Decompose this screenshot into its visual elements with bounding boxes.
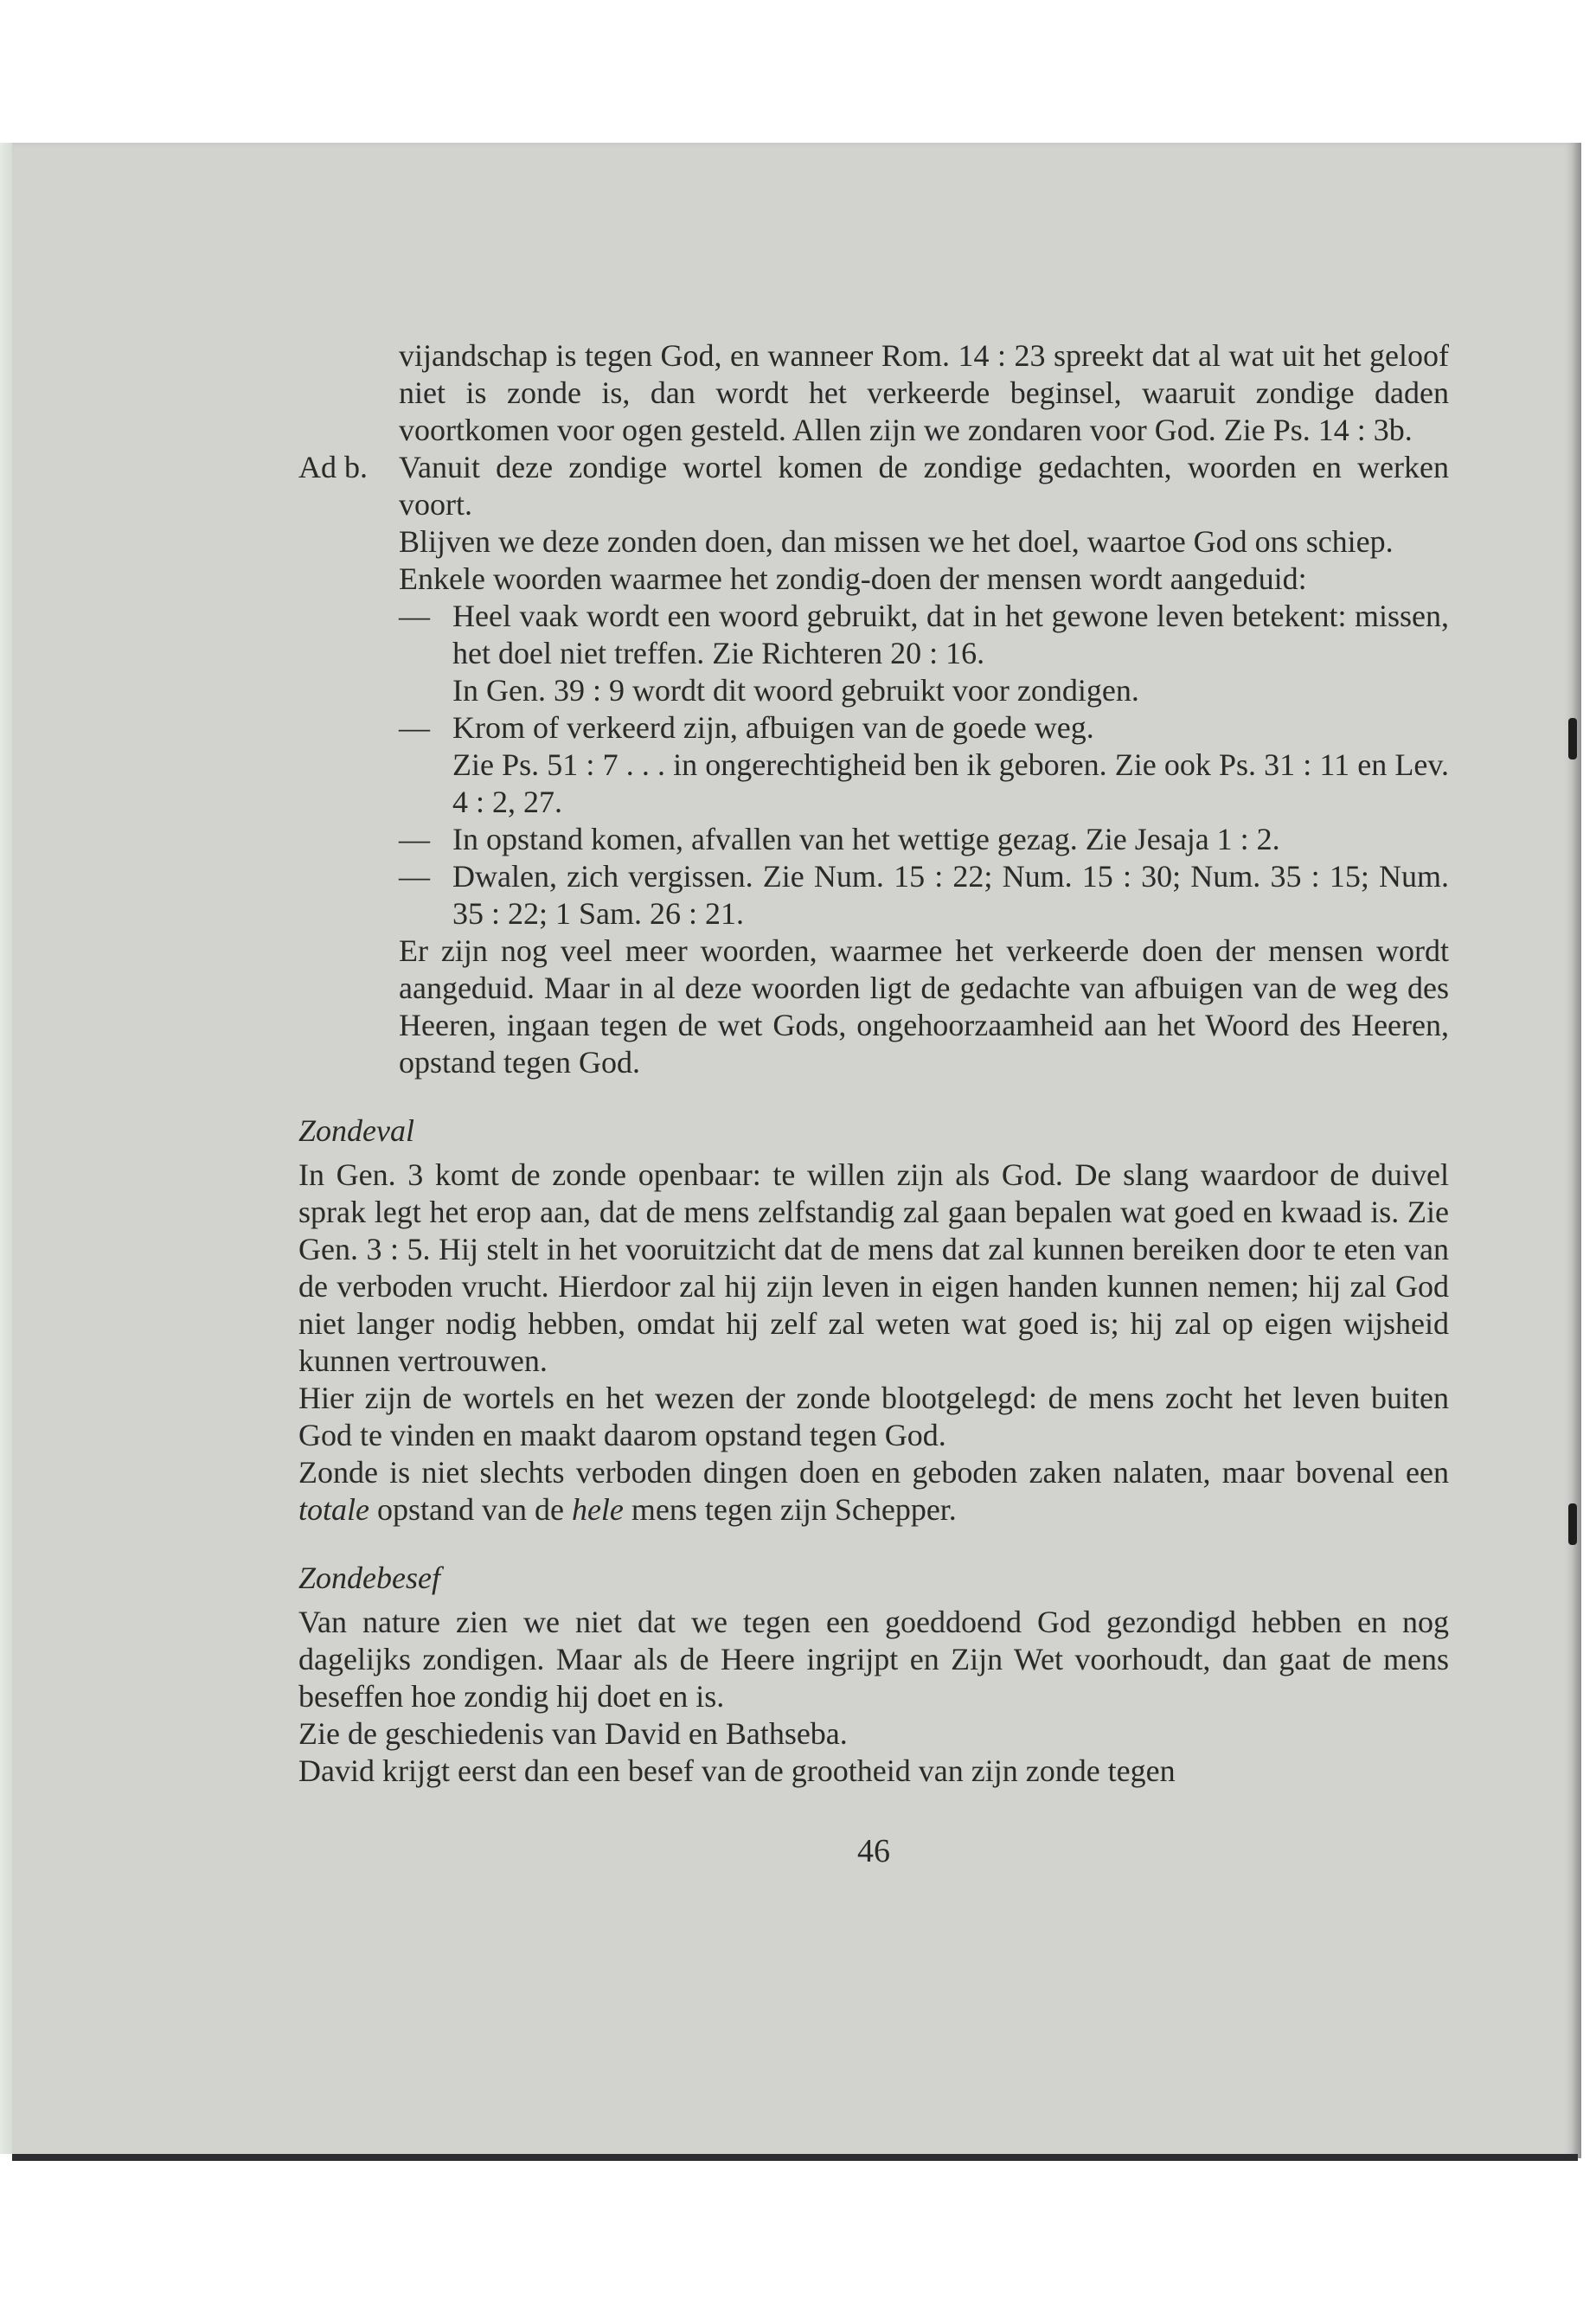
dash-item [399, 821, 1449, 858]
text-run: mens tegen zijn Schepper. [623, 1492, 957, 1527]
paragraph: vijandschap is tegen God, en wanneer Rom. 14 : 23 spreekt dat al wat uit het geloof niet is zonde is, dan wordt het verkeerde beginsel, waaruit zondige daden voortkomen voor ogen gesteld. Allen zijn we zondaren voor God. Zie Ps. 14 : 3b. [399, 338, 1449, 447]
scan-background-strip [0, 143, 12, 2154]
dash-mark: — [399, 822, 430, 856]
dash-continuation: Zie Ps. 51 : 7 . . . in ongerechtigheid ben ik geboren. Zie ook Ps. 31 : 11 en Lev. 4 : 2, 27. [452, 747, 1449, 819]
text-run: Zonde is niet slechts verboden dingen doen en geboden zaken nalaten, maar bovenal een [298, 1455, 1449, 1490]
paragraph: Zie de geschiedenis van David en Bathseba. [298, 1716, 848, 1751]
paragraph: David krijgt eerst dan een besef van de grootheid van zijn zonde tegen [298, 1753, 1176, 1788]
paragraph: Blijven we deze zonden doen, dan missen we het doel, waartoe God ons schiep. [399, 524, 1394, 559]
dash-text: In opstand komen, afvallen van het wettige gezag. Zie Jesaja 1 : 2. [452, 822, 1280, 856]
dash-mark: — [399, 710, 430, 745]
item-text: Vanuit deze zondige wortel komen de zondige gedachten, woorden en werken voort. [399, 450, 1449, 522]
dash-continuation: In Gen. 39 : 9 wordt dit woord gebruikt voor zondigen. [452, 673, 1139, 708]
paragraph: In Gen. 3 komt de zonde openbaar: te willen zijn als God. De slang waardoor de duivel sprak legt het erop aan, dat de mens zelfstandig zal gaan bepalen wat goed en kwaad is. Zie Gen. 3 : 5. Hij stelt in het vooruitzicht dat de mens dat zal kunnen bereiken door te eten van de verboden vrucht. Hierdoor zal hij zijn leven in eigen handen kunnen nemen; hij zal God niet langer nodig hebben, omdat hij zelf zal weten wat goed is; hij zal op eigen wijsheid kunnen vertrouwen. [298, 1157, 1449, 1378]
section-heading-zondeval: Zondeval [298, 1113, 414, 1148]
paragraph: Hier zijn de wortels en het wezen der zonde blootgelegd: de mens zocht het leven buiten God te vinden en maakt daarom opstand tegen God. [298, 1381, 1449, 1452]
list-item-ad-b [298, 449, 1449, 523]
dash-item [399, 858, 1449, 933]
paragraph: Er zijn nog veel meer woorden, waarmee het verkeerde doen der mensen wordt aangeduid. Maar in al deze woorden ligt de gedachte van afbuigen van de weg des Heeren, ingaan tegen de wet Gods, ongehoorzaamheid aan het Woord des Heeren, opstand tegen God. [399, 933, 1449, 1080]
page-number: 46 [857, 1833, 890, 1869]
dash-text: Krom of verkeerd zijn, afbuigen van de goede weg. [452, 710, 1094, 745]
dash-item [399, 598, 1449, 672]
text-run: opstand van de [369, 1492, 572, 1527]
dash-text: Dwalen, zich vergissen. Zie Num. 15 : 22; Num. 15 : 30; Num. 35 : 15; Num. 35 : 22; 1 Sam. 26 : 21. [452, 859, 1449, 931]
paragraph: Enkele woorden waarmee het zondig-doen der mensen wordt aangeduid: [399, 561, 1307, 596]
item-label: Ad b. [298, 450, 368, 484]
binding-clip [1568, 1503, 1577, 1545]
emphasis: hele [571, 1492, 624, 1527]
page-edge [1573, 143, 1581, 2158]
section-heading-zondebesef: Zondebesef [298, 1561, 440, 1595]
page-bottom-edge [12, 2154, 1578, 2161]
binding-clip [1568, 718, 1577, 760]
dash-mark: — [399, 599, 430, 633]
dash-item [399, 709, 1449, 747]
paragraph: Van nature zien we niet dat we tegen een goeddoend God gezondigd hebben en nog dagelijks zondigen. Maar als de Heere ingrijpt en Zijn Wet voorhoudt, dan gaat de mens beseffen hoe zondig hij doet en is. [298, 1605, 1449, 1714]
emphasis: totale [298, 1492, 369, 1527]
paragraph [298, 1454, 1449, 1529]
dash-text: Heel vaak wordt een woord gebruikt, dat in het gewone leven betekent: missen, het doel niet treffen. Zie Richteren 20 : 16. [452, 599, 1449, 670]
page-text [298, 337, 1449, 1870]
dash-mark: — [399, 859, 430, 894]
